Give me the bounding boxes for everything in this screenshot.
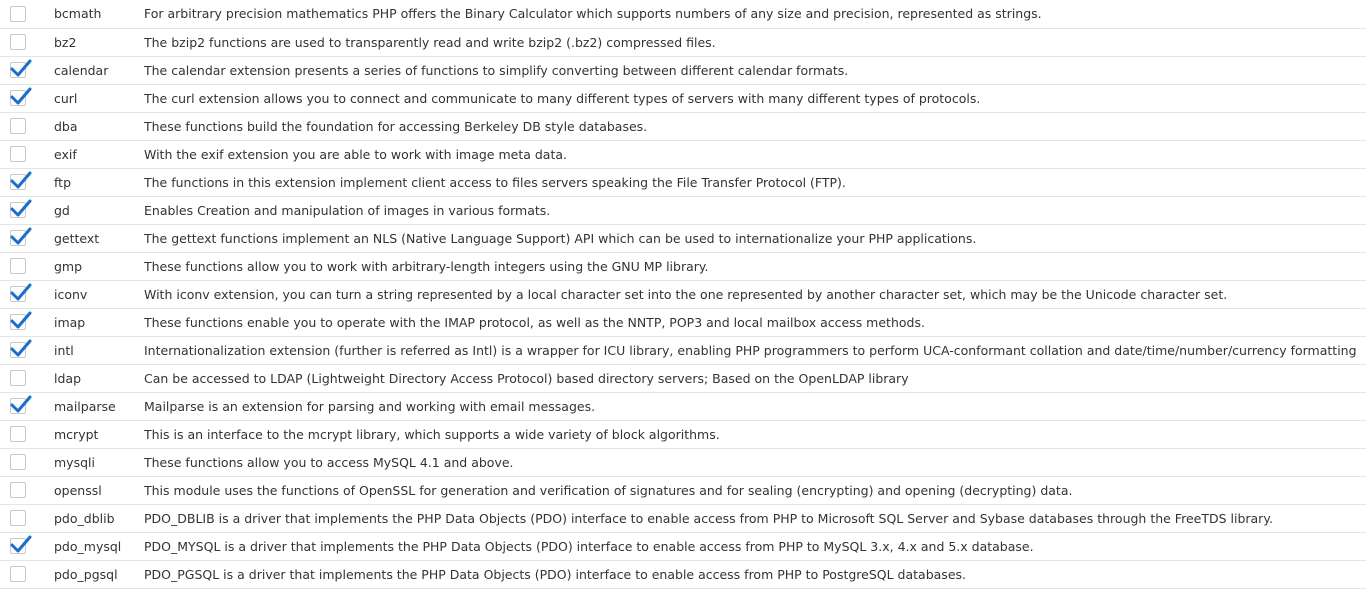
extension-name: pdo_mysql bbox=[54, 538, 122, 554]
extension-name: ldap bbox=[54, 370, 82, 386]
extension-row bbox=[0, 224, 1366, 252]
extension-description: For arbitrary precision mathematics PHP offers the Binary Calculator which supports numbers of any size and precision, represented as strings. bbox=[144, 6, 1042, 22]
checkmark-icon bbox=[10, 338, 32, 358]
extension-checkbox[interactable] bbox=[10, 482, 26, 498]
extension-name: bcmath bbox=[54, 6, 102, 22]
extension-name: curl bbox=[54, 90, 78, 106]
extension-checkbox[interactable] bbox=[10, 286, 26, 302]
extension-checkbox-cell bbox=[0, 532, 40, 560]
extension-row bbox=[0, 336, 1366, 364]
extension-checkbox[interactable] bbox=[10, 6, 26, 22]
extension-description: With iconv extension, you can turn a string represented by a local character set into the one represented by another character set, which may be the Unicode character set. bbox=[144, 286, 1228, 302]
extension-description: The calendar extension presents a series of functions to simplify converting between different calendar formats. bbox=[144, 62, 849, 78]
extension-checkbox[interactable] bbox=[10, 174, 26, 190]
extension-description: These functions allow you to work with arbitrary-length integers using the GNU MP library. bbox=[144, 258, 709, 274]
extension-checkbox[interactable] bbox=[10, 118, 26, 134]
extension-checkbox-cell bbox=[0, 392, 40, 420]
extension-checkbox[interactable] bbox=[10, 370, 26, 386]
extension-description: The functions in this extension implement client access to files servers speaking the File Transfer Protocol (FTP). bbox=[144, 174, 846, 190]
extension-checkbox[interactable] bbox=[10, 146, 26, 162]
checkmark-icon bbox=[10, 282, 32, 302]
extension-name: pdo_dblib bbox=[54, 510, 115, 526]
extension-name: gettext bbox=[54, 230, 100, 246]
extension-name: ftp bbox=[54, 174, 72, 190]
extension-checkbox-cell bbox=[0, 448, 40, 476]
extension-name: mailparse bbox=[54, 398, 116, 414]
extension-checkbox[interactable] bbox=[10, 62, 26, 78]
extension-row bbox=[0, 196, 1366, 224]
extension-checkbox[interactable] bbox=[10, 566, 26, 582]
checkmark-icon bbox=[10, 58, 32, 78]
extension-description: The curl extension allows you to connect and communicate to many different types of servers with many different types of protocols. bbox=[144, 90, 981, 106]
extension-name: exif bbox=[54, 146, 77, 162]
extension-checkbox-cell bbox=[0, 84, 40, 112]
checkmark-icon bbox=[10, 198, 32, 218]
extension-row bbox=[0, 140, 1366, 168]
extension-checkbox[interactable] bbox=[10, 202, 26, 218]
extension-description: PDO_DBLIB is a driver that implements the PHP Data Objects (PDO) interface to enable access from PHP to Microsoft SQL Server and Sybase databases through the FreeTDS library. bbox=[144, 510, 1273, 526]
checkmark-icon bbox=[10, 534, 32, 554]
extension-checkbox-cell bbox=[0, 196, 40, 224]
extension-row bbox=[0, 448, 1366, 476]
extension-checkbox-cell bbox=[0, 280, 40, 308]
extension-description: Enables Creation and manipulation of images in various formats. bbox=[144, 202, 551, 218]
extension-checkbox[interactable] bbox=[10, 454, 26, 470]
extension-row bbox=[0, 364, 1366, 392]
extension-checkbox-cell bbox=[0, 308, 40, 336]
extension-row bbox=[0, 56, 1366, 84]
extension-row bbox=[0, 28, 1366, 56]
extension-checkbox[interactable] bbox=[10, 314, 26, 330]
extension-description: Can be accessed to LDAP (Lightweight Directory Access Protocol) based directory servers; Based on the OpenLDAP library bbox=[144, 370, 909, 386]
extension-description: Internationalization extension (further is referred as Intl) is a wrapper for ICU library, enabling PHP programmers to perform UCA-conformant collation and date/time/number/currency formatting bbox=[144, 342, 1357, 358]
extension-row bbox=[0, 252, 1366, 280]
extension-checkbox[interactable] bbox=[10, 538, 26, 554]
extension-checkbox[interactable] bbox=[10, 230, 26, 246]
extension-description: With the exif extension you are able to work with image meta data. bbox=[144, 146, 568, 162]
extension-checkbox[interactable] bbox=[10, 426, 26, 442]
extension-checkbox-cell bbox=[0, 56, 40, 84]
extension-checkbox-cell bbox=[0, 112, 40, 140]
extension-checkbox-cell bbox=[0, 420, 40, 448]
extension-row bbox=[0, 532, 1366, 560]
extension-row bbox=[0, 112, 1366, 140]
extension-checkbox-cell bbox=[0, 336, 40, 364]
checkmark-icon bbox=[10, 86, 32, 106]
extension-checkbox[interactable] bbox=[10, 258, 26, 274]
extension-checkbox-cell bbox=[0, 476, 40, 504]
extension-name: openssl bbox=[54, 482, 102, 498]
extension-checkbox-cell bbox=[0, 364, 40, 392]
extension-name: iconv bbox=[54, 286, 88, 302]
extension-name: mysqli bbox=[54, 454, 95, 470]
extension-row bbox=[0, 476, 1366, 504]
extension-name: calendar bbox=[54, 62, 109, 78]
extension-description: PDO_MYSQL is a driver that implements the PHP Data Objects (PDO) interface to enable access from PHP to MySQL 3.x, 4.x and 5.x database. bbox=[144, 538, 1034, 554]
extension-description: The bzip2 functions are used to transparently read and write bzip2 (.bz2) compressed files. bbox=[144, 34, 716, 50]
extension-row bbox=[0, 280, 1366, 308]
extension-checkbox[interactable] bbox=[10, 90, 26, 106]
extension-checkbox-cell bbox=[0, 504, 40, 532]
extension-name: gmp bbox=[54, 258, 83, 274]
extension-checkbox-cell bbox=[0, 140, 40, 168]
extension-name: dba bbox=[54, 118, 78, 134]
extension-name: pdo_pgsql bbox=[54, 566, 118, 582]
extension-checkbox[interactable] bbox=[10, 34, 26, 50]
extension-row bbox=[0, 84, 1366, 112]
extension-name: bz2 bbox=[54, 34, 77, 50]
extension-row bbox=[0, 0, 1366, 28]
extension-row bbox=[0, 420, 1366, 448]
extension-row bbox=[0, 560, 1366, 588]
extension-description: PDO_PGSQL is a driver that implements the PHP Data Objects (PDO) interface to enable access from PHP to PostgreSQL databases. bbox=[144, 566, 966, 582]
extension-name: gd bbox=[54, 202, 70, 218]
extension-description: The gettext functions implement an NLS (Native Language Support) API which can be used to internationalize your PHP applications. bbox=[144, 230, 977, 246]
extension-checkbox-cell bbox=[0, 28, 40, 56]
extension-checkbox[interactable] bbox=[10, 510, 26, 526]
extension-checkbox[interactable] bbox=[10, 398, 26, 414]
extension-description: This module uses the functions of OpenSSL for generation and verification of signatures and for sealing (encrypting) and opening (decrypting) data. bbox=[144, 482, 1073, 498]
extension-checkbox-cell bbox=[0, 168, 40, 196]
extension-description: These functions enable you to operate with the IMAP protocol, as well as the NNTP, POP3 and local mailbox access methods. bbox=[144, 314, 925, 330]
extension-checkbox-cell bbox=[0, 252, 40, 280]
extension-checkbox-cell bbox=[0, 224, 40, 252]
extension-description: These functions build the foundation for accessing Berkeley DB style databases. bbox=[144, 118, 648, 134]
checkmark-icon bbox=[10, 310, 32, 330]
checkmark-icon bbox=[10, 394, 32, 414]
extension-description: This is an interface to the mcrypt library, which supports a wide variety of block algorithms. bbox=[144, 426, 720, 442]
extension-description: These functions allow you to access MySQL 4.1 and above. bbox=[144, 454, 514, 470]
extension-checkbox-cell bbox=[0, 560, 40, 588]
extension-row bbox=[0, 392, 1366, 420]
checkmark-icon bbox=[10, 226, 32, 246]
extension-name: imap bbox=[54, 314, 86, 330]
extension-name: intl bbox=[54, 342, 74, 358]
extension-name: mcrypt bbox=[54, 426, 99, 442]
extension-description: Mailparse is an extension for parsing and working with email messages. bbox=[144, 398, 596, 414]
extension-checkbox[interactable] bbox=[10, 342, 26, 358]
checkmark-icon bbox=[10, 170, 32, 190]
extension-row bbox=[0, 168, 1366, 196]
extension-row bbox=[0, 308, 1366, 336]
extension-row bbox=[0, 504, 1366, 532]
extension-checkbox-cell bbox=[0, 0, 40, 28]
